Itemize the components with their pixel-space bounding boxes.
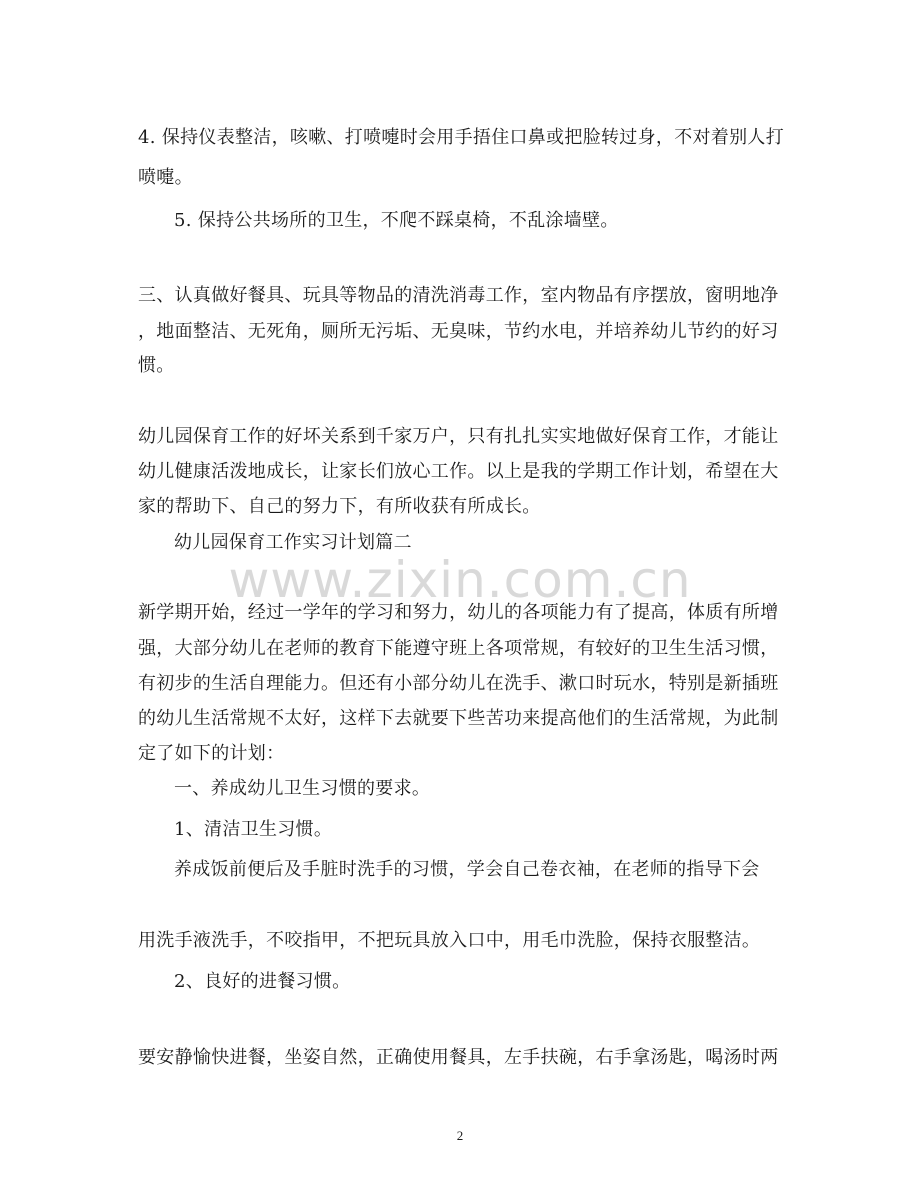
text-line: ，地面整洁、无死角，厕所无污垢、无臭味，节约水电，并培养幼儿节约的好习 <box>138 321 779 342</box>
text-line: 定了如下的计划： <box>138 743 285 764</box>
text-line: 喷嚏。 <box>138 167 193 188</box>
text-line: 家的帮助下、自己的努力下，有所收获有所成长。 <box>138 496 541 517</box>
text-line: 惯。 <box>138 355 175 376</box>
text-line: 有初步的生活自理能力。但还有小部分幼儿在洗手、漱口时玩水，特别是新插班 <box>138 673 779 694</box>
text-line: 用洗手液洗手，不咬指甲，不把玩具放入口中，用毛巾洗脸，保持衣服整洁。 <box>138 930 761 951</box>
text-line: 4. 保持仪表整洁，咳嗽、打喷嚏时会用手捂住口鼻或把脸转过身，不对着别人打 <box>138 127 784 148</box>
text-line: 2、良好的进餐习惯。 <box>174 971 351 992</box>
text-line: 一、养成幼儿卫生习惯的要求。 <box>174 778 431 799</box>
text-line: 养成饭前便后及手脏时洗手的习惯，学会自己卷衣袖，在老师的指导下会 <box>174 859 760 880</box>
page-number: 2 <box>456 1128 464 1143</box>
text-line: 幼儿健康活泼地成长，让家长们放心工作。以上是我的学期工作计划，希望在大 <box>138 461 779 482</box>
text-line: 的幼儿生活常规不太好，这样下去就要下些苦功来提高他们的生活常规，为此制 <box>138 708 779 729</box>
text-line: 新学期开始，经过一学年的学习和努力，幼儿的各项能力有了提高，体质有所增 <box>138 602 779 623</box>
text-line: 5. 保持公共场所的卫生，不爬不踩桌椅，不乱涂墙壁。 <box>174 210 619 231</box>
text-line: 1、清洁卫生习惯。 <box>174 819 333 840</box>
text-line: 强，大部分幼儿在老师的教育下能遵守班上各项常规，有较好的卫生生活习惯， <box>138 638 779 659</box>
text-line: 三、认真做好餐具、玩具等物品的清洗消毒工作，室内物品有序摆放，窗明地净 <box>138 285 779 306</box>
text-line: 要安静愉快进餐，坐姿自然，正确使用餐具，左手扶碗，右手拿汤匙，喝汤时两 <box>138 1047 779 1068</box>
watermark: www.zixin.com.cn <box>228 551 692 609</box>
section-heading: 幼儿园保育工作实习计划篇二 <box>174 532 412 553</box>
text-line: 幼儿园保育工作的好坏关系到千家万户，只有扎扎实实地做好保育工作，才能让 <box>138 426 779 447</box>
